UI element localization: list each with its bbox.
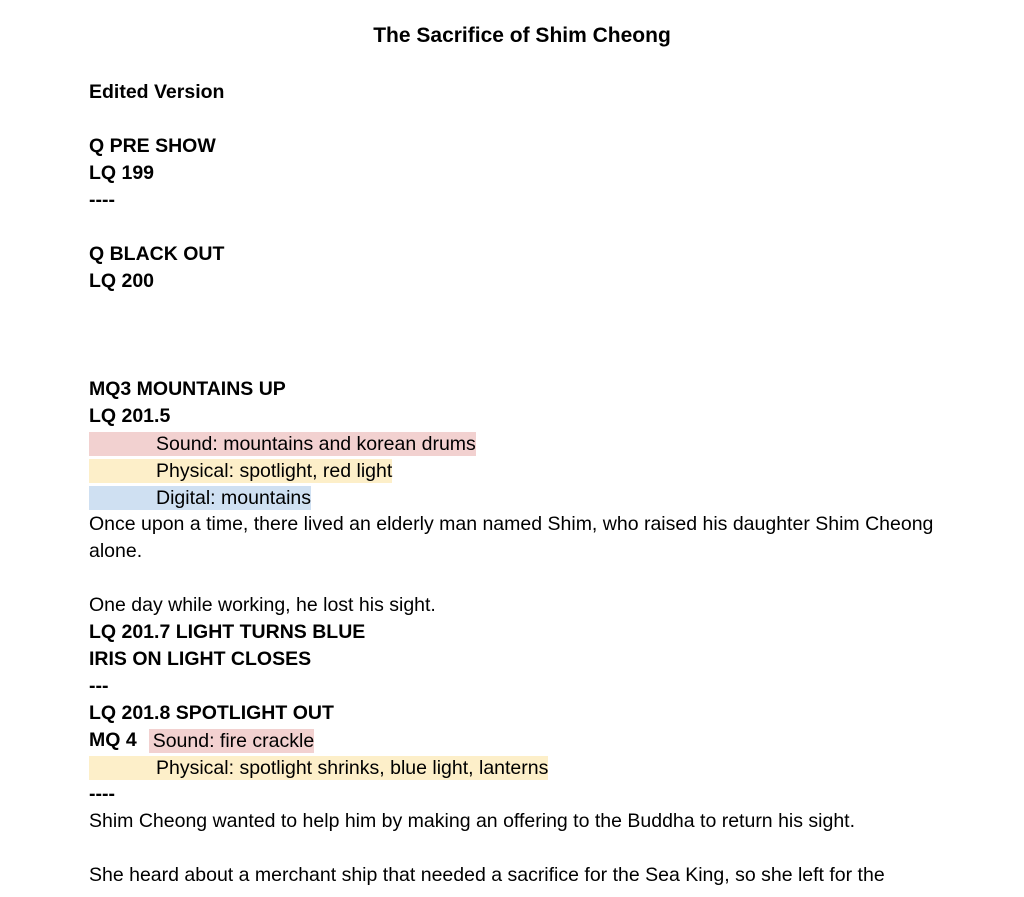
cue-black-out: Q BLACK OUT: [89, 243, 225, 265]
physical-cue-text: Physical: spotlight, red light: [156, 459, 393, 482]
physical-cue-highlight: [89, 756, 548, 780]
separator: ----: [89, 783, 115, 805]
cue-mq-4: MQ 4: [89, 729, 137, 751]
document-body: [89, 79, 939, 889]
cue-pre-show: Q PRE SHOW: [89, 135, 216, 157]
physical-cue-row: [89, 754, 939, 781]
physical-cue-text: Physical: spotlight shrinks, blue light, lanterns: [156, 756, 549, 779]
cue-iris: IRIS ON LIGHT CLOSES: [89, 648, 312, 670]
separator: ----: [89, 189, 115, 211]
sound-cue-text: Sound: fire crackle: [152, 729, 315, 752]
digital-cue-text: Digital: mountains: [156, 486, 311, 509]
cue-mq3-mountains-up: MQ3 MOUNTAINS UP: [89, 378, 286, 400]
version-label: Edited Version: [89, 81, 225, 103]
narration-paragraph: Shim Cheong wanted to help him by making an offering to the Buddha to return his sight.: [89, 810, 856, 832]
mq4-row: [89, 727, 939, 754]
narration-paragraph: She heard about a merchant ship that needed a sacrifice for the Sea King, so she left for the: [89, 864, 885, 886]
separator: ---: [89, 675, 109, 697]
sound-cue-highlight: [89, 432, 476, 456]
narration-paragraph: One day while working, he lost his sight.: [89, 594, 436, 616]
sound-cue-highlight: [149, 729, 315, 753]
cue-lq-199: LQ 199: [89, 162, 155, 184]
digital-cue-highlight: [89, 486, 311, 510]
cue-lq-201-5: LQ 201.5: [89, 405, 171, 427]
narration-paragraph: Once upon a time, there lived an elderly man named Shim, who raised his daughter Shim Cheong alone.: [89, 513, 934, 562]
cue-lq-201-8: LQ 201.8 SPOTLIGHT OUT: [89, 702, 334, 724]
physical-cue-row: [89, 457, 939, 484]
digital-cue-row: [89, 484, 939, 511]
physical-cue-highlight: [89, 459, 392, 483]
document-title: The Sacrifice of Shim Cheong: [373, 24, 671, 47]
cue-lq-200: LQ 200: [89, 270, 155, 292]
cue-lq-201-7: LQ 201.7 LIGHT TURNS BLUE: [89, 621, 366, 643]
sound-cue-text: Sound: mountains and korean drums: [156, 432, 476, 455]
sound-cue-row: [89, 430, 939, 457]
